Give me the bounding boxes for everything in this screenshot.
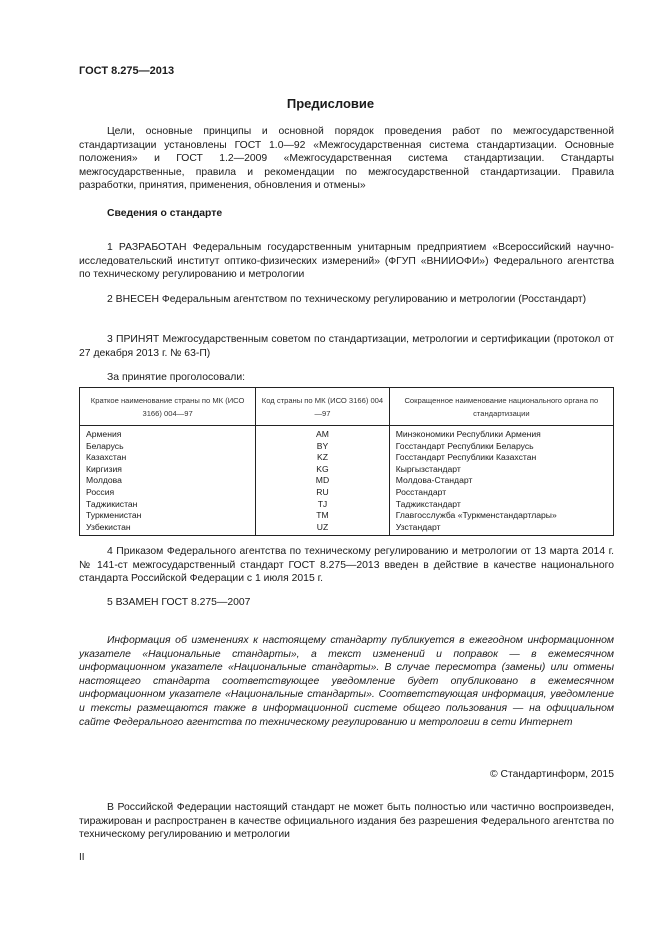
table-row (80, 441, 614, 453)
intro-text: Цели, основные принципы и основной порядок проведения работ по межгосударственной стандартизации установлены ГОСТ 1.0—92 «Межгосударственная система стандартизации. Основные положения» и ГОСТ 1.2—2009 «Межгосударственная система стандартизации. Стандарты межгосударственные, правила и рекомендации по межгосударственной стандартизации. Правила разработки, принятия, применения, обновления и отмены» (79, 126, 614, 192)
table-row (80, 510, 614, 522)
info-heading: Сведения о стандарте (107, 208, 223, 219)
table-cell-country: Узбекистан (80, 522, 256, 536)
table-cell-country: Армения (80, 429, 256, 441)
table-cell-code: KZ (256, 452, 390, 464)
table-row (80, 464, 614, 476)
table-cell-country: Киргизия (80, 464, 256, 476)
intro-paragraph (79, 125, 614, 193)
table-row (80, 499, 614, 511)
table-row (80, 522, 614, 536)
table-row (80, 452, 614, 464)
item-5: 5 ВЗАМЕН ГОСТ 8.275—2007 (107, 597, 251, 608)
table-cell-code: AM (256, 429, 390, 441)
table-row (80, 475, 614, 487)
table-cell-code: TJ (256, 499, 390, 511)
notice-text: Информация об изменениях к настоящему стандарту публикуется в ежегодном информационном указателе «Национальные стандарты», а текст изменений и поправок — в ежемесячном информационном указателе «Национальные стандарты». В случае пересмотра (замены) или отмены настоящего стандарта соответствующее уведомление будет опубликовано в ежемесячном информационном указателе «Национальные стандарты». Соответствующая информация, уведомление и тексты размещаются также в информационной системе общего пользования — на официальном сайте Федерального агентства по техническому регулированию и метрологии в сети Интернет (79, 635, 614, 728)
table-header-code: Код страны по МК (ИСО 3166) 004—97 (256, 388, 390, 426)
voting-table (79, 387, 614, 536)
table-cell-body: Госстандарт Республики Казахстан (389, 452, 613, 464)
item-2-text: 2 ВНЕСЕН Федеральным агентством по техническому регулированию и метрологии (Росстандарт) (107, 294, 587, 305)
table-cell-body: Минэкономики Республики Армения (389, 429, 613, 441)
legal-text: В Российской Федерации настоящий стандарт не может быть полностью или частично воспроизведен, тиражирован и распространен в качестве официального издания без разрешения Федерального агентства по техническому регулированию и метрологии (79, 802, 614, 841)
item-4-paragraph (79, 545, 614, 586)
table-cell-code: BY (256, 441, 390, 453)
table-cell-code: UZ (256, 522, 390, 536)
copyright: © Стандартинформ, 2015 (489, 769, 614, 780)
item-3-text: 3 ПРИНЯТ Межгосударственным советом по стандартизации, метрологии и сертификации (протокол от 27 декабря 2013 г. № 63-П) (79, 334, 614, 359)
table-cell-body: Кыргызстандарт (389, 464, 613, 476)
item-3-paragraph (79, 333, 614, 360)
item-1-paragraph (79, 241, 614, 282)
table-cell-body: Главгосслужба «Туркменстандартлары» (389, 510, 613, 522)
table-cell-country: Туркменистан (80, 510, 256, 522)
table-row (80, 487, 614, 499)
table-cell-code: KG (256, 464, 390, 476)
table-row (80, 429, 614, 441)
table-cell-country: Молдова (80, 475, 256, 487)
table-cell-body: Узстандарт (389, 522, 613, 536)
legal-paragraph (79, 801, 614, 842)
table-cell-country: Таджикистан (80, 499, 256, 511)
item-4-text: 4 Приказом Федерального агентства по техническому регулированию и метрологии от 13 марта 2014 г. № 141-ст межгосударственный стандарт ГОСТ 8.275—2013 введен в действие в качестве национального стандарта Российской Федерации с 1 июля 2015 г. (79, 546, 614, 585)
voted-label: За принятие проголосовали: (107, 372, 246, 383)
table-cell-country: Россия (80, 487, 256, 499)
page-title: Предисловие (286, 96, 375, 111)
table-header-row (80, 388, 614, 426)
table-cell-body: Молдова-Стандарт (389, 475, 613, 487)
table-header-body: Сокращенное наименование национального органа по стандартизации (389, 388, 613, 426)
table-cell-body: Госстандарт Республики Беларусь (389, 441, 613, 453)
item-1-text: 1 РАЗРАБОТАН Федеральным государственным унитарным предприятием «Всероссийский научно-исследовательский институт оптико-физических измерений» (ФГУП «ВНИИОФИ») Федерального агентства по техническому регулированию и метрологии (79, 242, 614, 281)
table-cell-body: Таджикстандарт (389, 499, 613, 511)
table-header-country: Краткое наименование страны по МК (ИСО 3166) 004—97 (80, 388, 256, 426)
table-body (80, 426, 614, 536)
table-cell-country: Казахстан (80, 452, 256, 464)
table-cell-body: Росстандарт (389, 487, 613, 499)
table-cell-code: MD (256, 475, 390, 487)
notice-paragraph (79, 634, 614, 729)
item-2-paragraph (79, 293, 614, 307)
table-cell-country: Беларусь (80, 441, 256, 453)
table-cell-code: RU (256, 487, 390, 499)
standard-header: ГОСТ 8.275—2013 (79, 65, 175, 77)
table-cell-code: TM (256, 510, 390, 522)
page-number: II (79, 852, 85, 863)
